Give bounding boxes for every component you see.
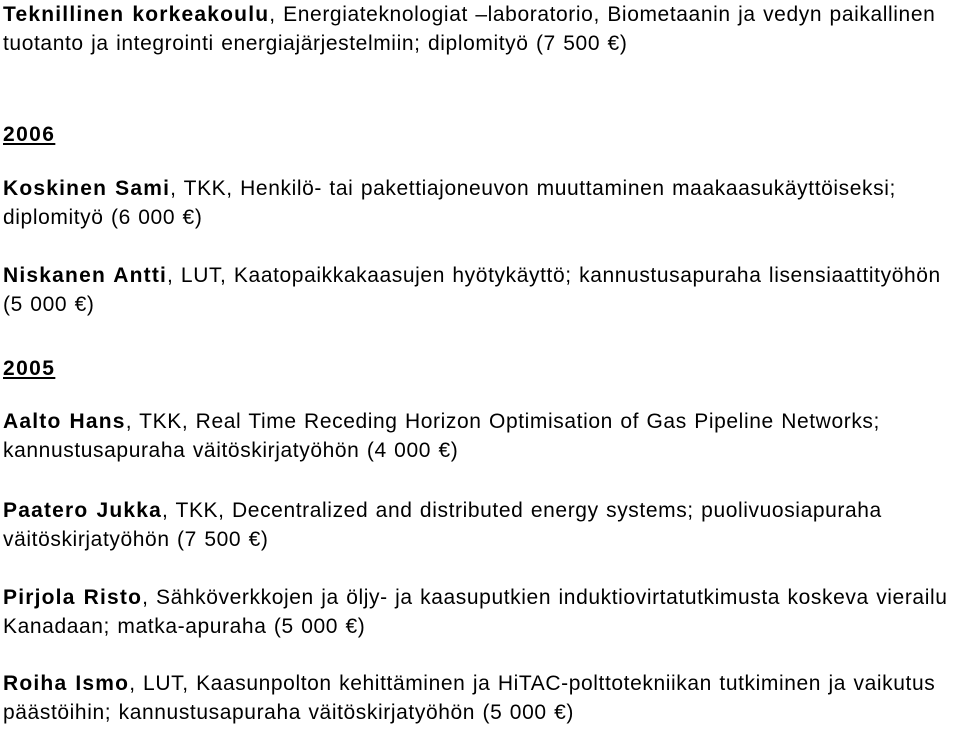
- grant-entry: [3, 583, 957, 641]
- recipient-name: Aalto Hans: [3, 410, 126, 433]
- grant-entry: [3, 496, 957, 554]
- recipient-name: Koskinen Sami: [3, 177, 171, 200]
- year-heading-2006: 2006: [3, 123, 56, 146]
- recipient-name: Roiha Ismo: [3, 672, 130, 695]
- grant-description: , TKK, Decentralized and distributed energy systems; puolivuosiapuraha väitöskirjatyöhön (7 500 €): [3, 499, 882, 551]
- grant-description: , Sähköverkkojen ja öljy- ja kaasuputkien induktiovirtatutkimusta koskeva vierailu Kanadaan; matka-apuraha (5 000 €): [3, 586, 948, 638]
- grant-description: , TKK, Real Time Receding Horizon Optimisation of Gas Pipeline Networks; kannustusapuraha väitöskirjatyöhön (4 000 €): [3, 410, 880, 462]
- grant-description: , TKK, Henkilö- tai pakettiajoneuvon muuttaminen maakaasukäyttöiseksi; diplomityö (6 000 €): [3, 177, 896, 229]
- grant-description: , Energiateknologiat –laboratorio, Biometaanin ja vedyn paikallinen tuotanto ja integrointi energiajärjestelmiin; diplomityö (7 500 €): [3, 3, 936, 55]
- year-heading-2005: 2005: [3, 357, 56, 380]
- grant-description: , LUT, Kaasunpolton kehittäminen ja HiTAC-polttotekniikan tutkiminen ja vaikutus päästöihin; kannustusapuraha väitöskirjatyöhön (5 000 €): [3, 672, 936, 724]
- recipient-name: Teknillinen korkeakoulu: [3, 3, 270, 26]
- recipient-name: Paatero Jukka: [3, 499, 163, 522]
- grant-description: , LUT, Kaatopaikkakaasujen hyötykäyttö; kannustusapuraha lisensiaattityöhön (5 000 €): [3, 264, 941, 316]
- recipient-name: Niskanen Antti: [3, 264, 168, 287]
- grant-entry: [3, 407, 957, 465]
- grant-entry: [3, 174, 957, 232]
- grant-entry: [3, 261, 957, 319]
- grant-entry: [3, 0, 957, 58]
- grant-entry: [3, 669, 957, 727]
- recipient-name: Pirjola Risto: [3, 586, 143, 609]
